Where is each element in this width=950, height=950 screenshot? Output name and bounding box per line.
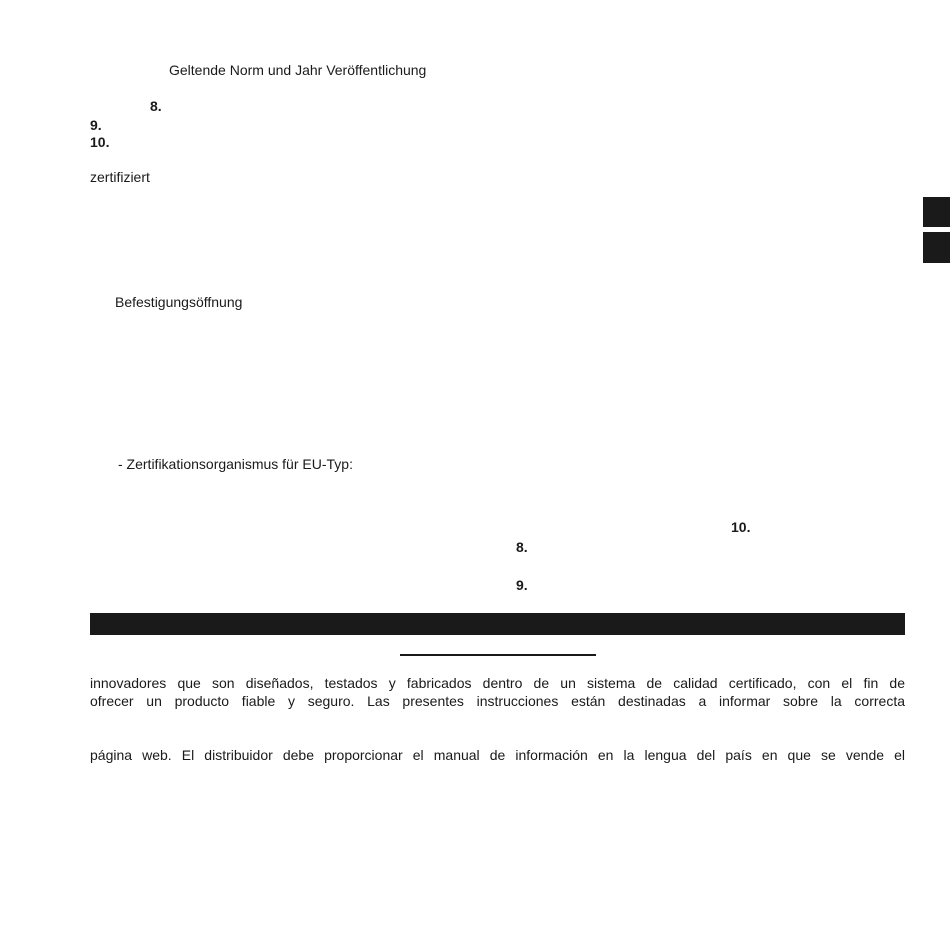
language-tab-upper xyxy=(923,197,950,227)
befestigung-label: Befestigungsöffnung xyxy=(115,294,243,310)
spanish-paragraph-line-3: página web. El distribuidor debe proporcionar el manual de información en la lengua del país en que se vende el xyxy=(90,747,905,763)
section-header-bar xyxy=(90,613,905,635)
spanish-paragraph-line-2: ofrecer un producto fiable y seguro. Las presentes instrucciones están destinadas a informar sobre la correcta xyxy=(90,693,905,709)
right-item-number-9: 9. xyxy=(516,577,528,593)
section-title-underline xyxy=(400,654,596,656)
right-item-number-10: 10. xyxy=(731,519,751,535)
spanish-paragraph-line-1: innovadores que son diseñados, testados y fabricados dentro de un sistema de calidad certificado, con el fin de xyxy=(90,675,905,691)
item-number-9: 9. xyxy=(90,117,102,133)
zertifiziert-label: zertifiziert xyxy=(90,169,150,185)
language-tab-lower xyxy=(923,232,950,263)
item-number-8: 8. xyxy=(150,98,162,114)
item-number-10: 10. xyxy=(90,134,110,150)
norm-heading: Geltende Norm und Jahr Veröffentlichung xyxy=(169,62,427,78)
right-item-number-8: 8. xyxy=(516,539,528,555)
zertifikation-label: - Zertifikationsorganismus für EU-Typ: xyxy=(118,456,353,472)
